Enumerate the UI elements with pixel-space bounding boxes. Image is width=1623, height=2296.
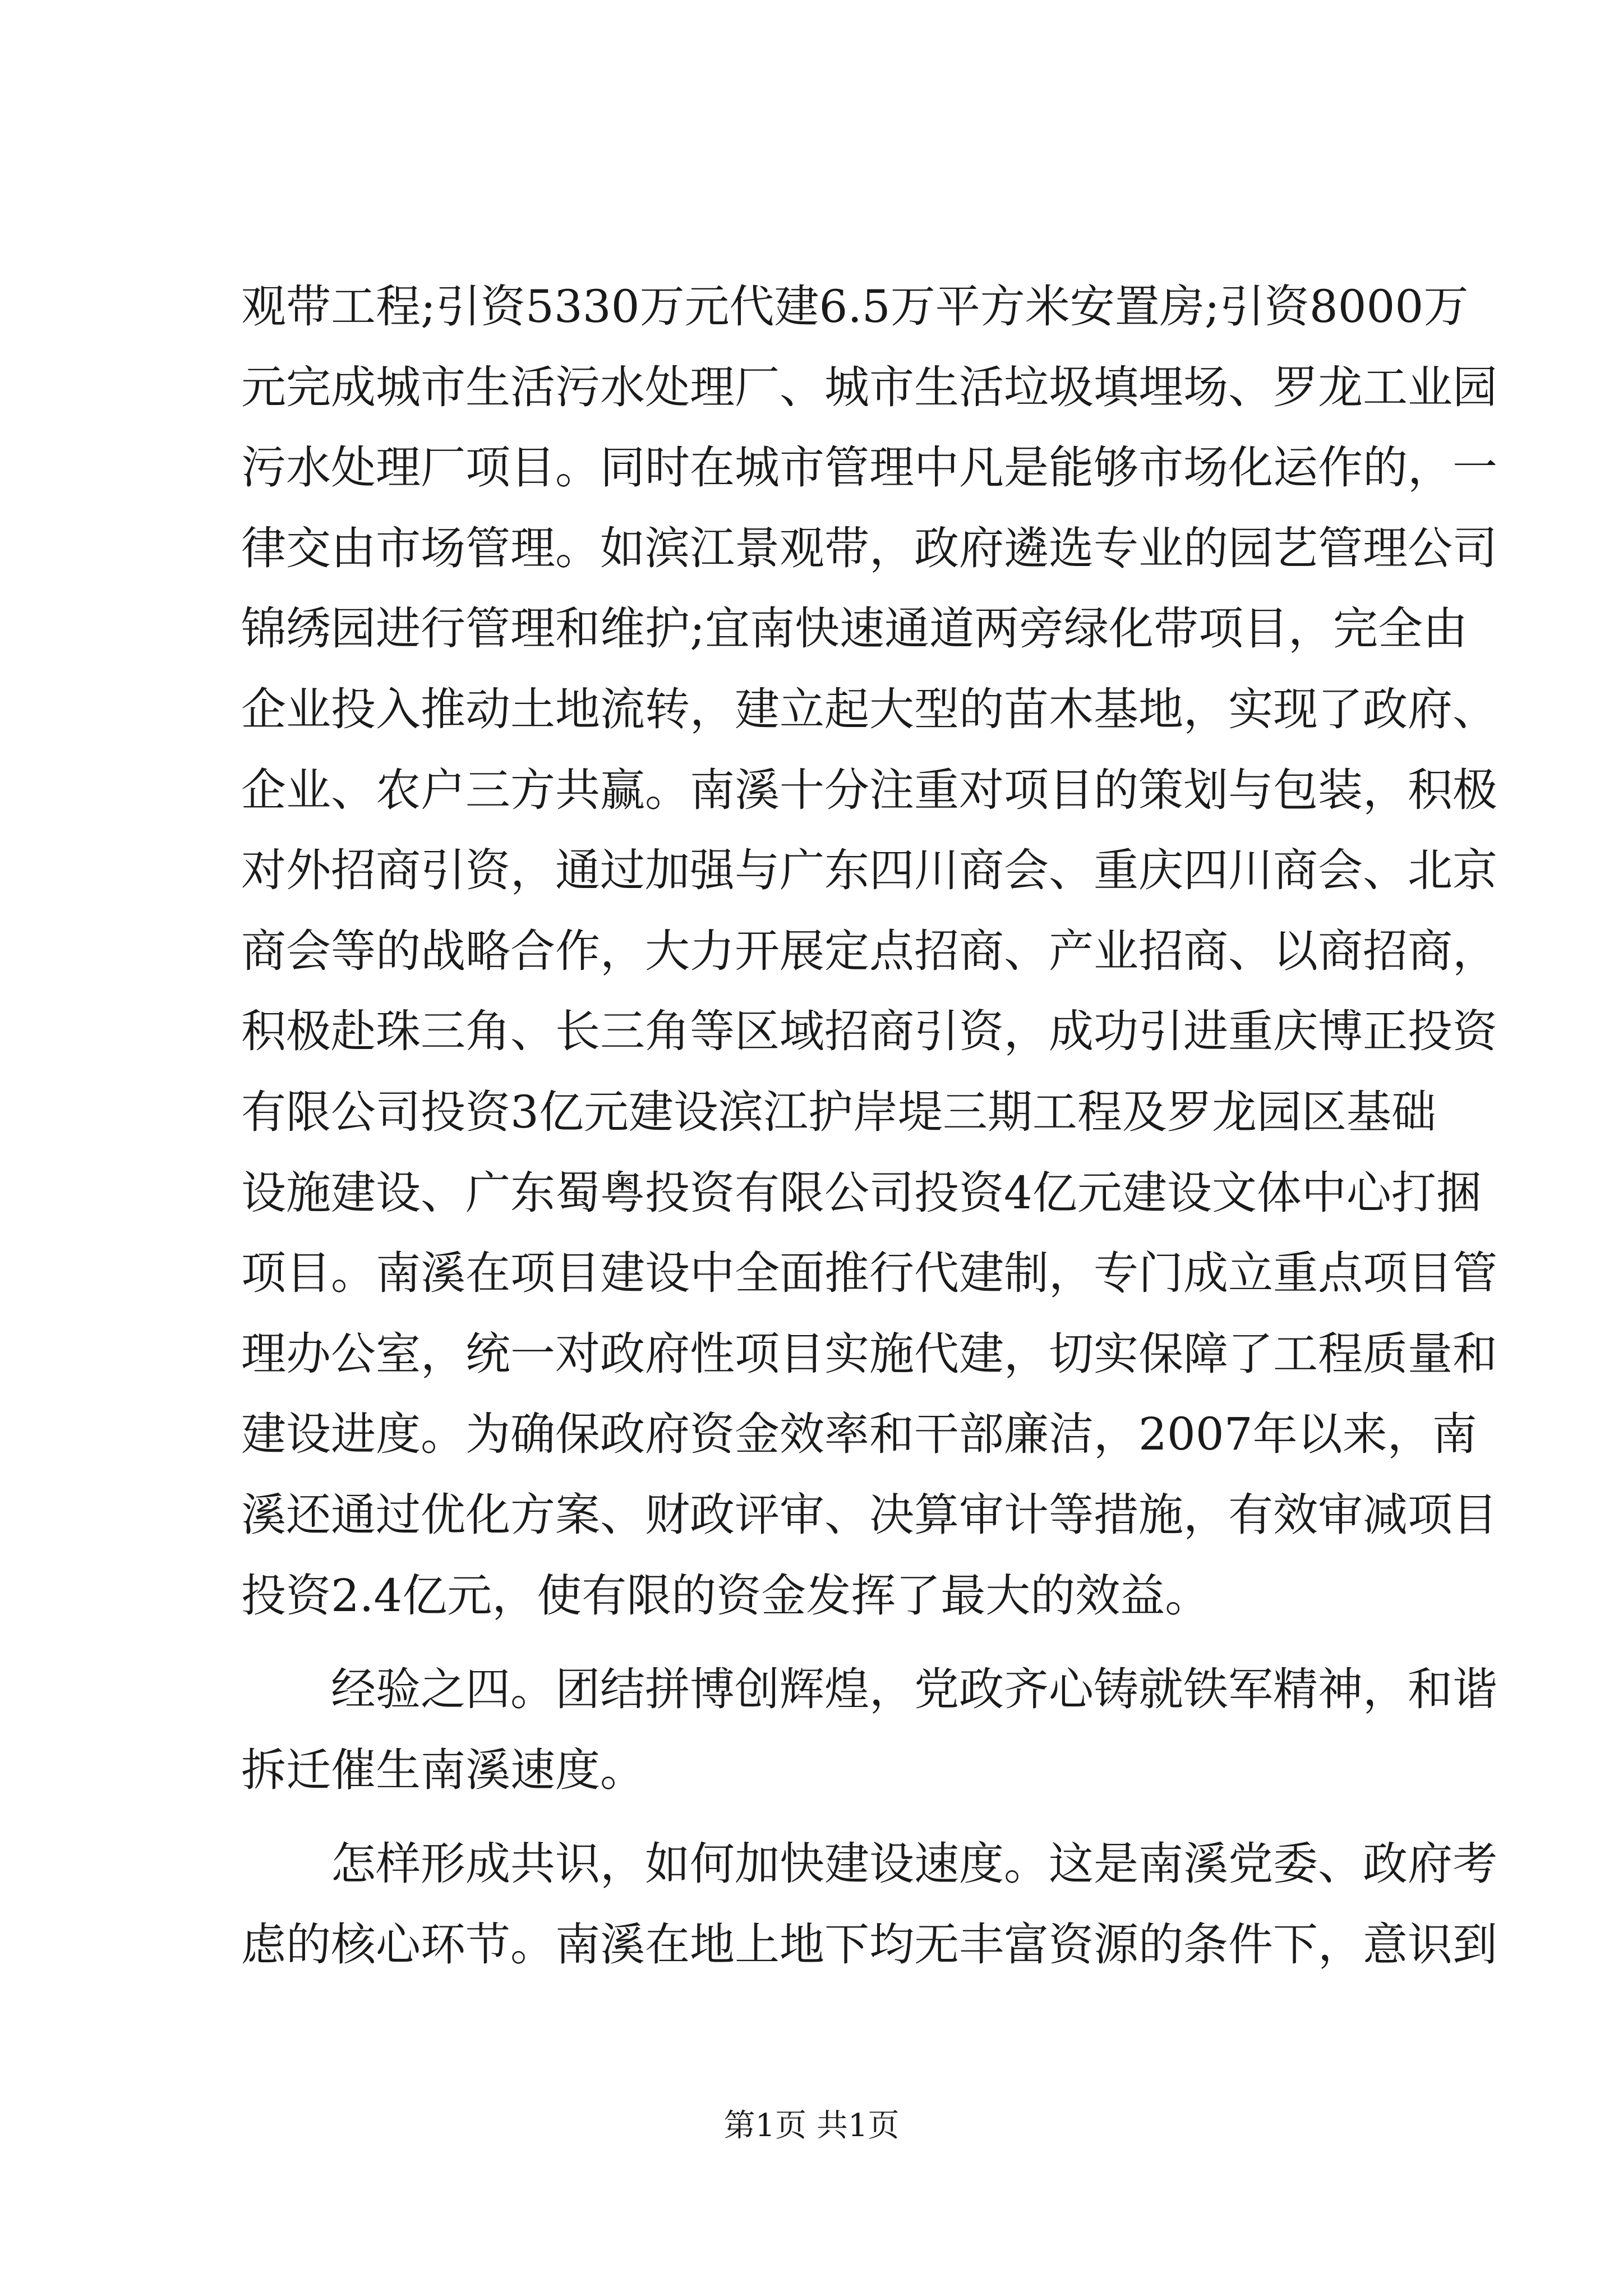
paragraph-line: 企业投入推动土地流转，建立起大型的苗木基地，实现了政府、 (241, 683, 1497, 735)
paragraph-line: 拆迁催生南溪速度。 (241, 1743, 645, 1796)
paragraph-line: 元完成城市生活污水处理厂、城市生活垃圾填埋场、罗龙工业园 (241, 361, 1497, 413)
paragraph-3 (241, 1824, 1497, 1985)
paragraph-line: 商会等的战略合作，大力开展定点招商、产业招商、以商招商， (241, 924, 1497, 977)
paragraph-line: 项目。南溪在项目建设中全面推行代建制，专门成立重点项目管 (241, 1247, 1497, 1300)
paragraph-line: 理办公室，统一对政府性项目实施代建，切实保障了工程质量和 (241, 1327, 1497, 1380)
paragraph-spacing (241, 1810, 1402, 1824)
paragraph-line: 观带工程;引资5330万元代建6.5万平方米安置房;引资8000万 (241, 280, 1469, 333)
paragraph-1 (241, 266, 1497, 1636)
paragraph-line: 怎样形成共识，如何加快建设速度。这是南溪党委、政府考 (331, 1838, 1497, 1890)
paragraph-2 (241, 1649, 1497, 1810)
paragraph-line: 对外招商引资，通过加强与广东四川商会、重庆四川商会、北京 (241, 844, 1497, 897)
paragraph-line: 经验之四。团结拼博创辉煌，党政齐心铸就铁军精神，和谐 (331, 1663, 1497, 1716)
document-body (241, 266, 1497, 1985)
paragraph-line: 律交由市场管理。如滨江景观带，政府遴选专业的园艺管理公司 (241, 522, 1497, 574)
paragraph-spacing (241, 1636, 1402, 1649)
paragraph-line: 积极赴珠三角、长三角等区域招商引资，成功引进重庆博正投资 (241, 1005, 1497, 1058)
paragraph-line: 虑的核心环节。南溪在地上地下均无丰富资源的条件下，意识到 (241, 1918, 1497, 1971)
page-number-footer: 第1页 共1页 (723, 2108, 900, 2144)
paragraph-line: 锦绣园进行管理和维护;宜南快速通道两旁绿化带项目，完全由 (241, 602, 1468, 655)
paragraph-line: 溪还通过优化方案、财政评审、决算审计等措施，有效审减项目 (241, 1488, 1497, 1541)
paragraph-line: 企业、农户三方共赢。南溪十分注重对项目的策划与包装，积极 (241, 763, 1497, 816)
paragraph-line: 设施建设、广东蜀粤投资有限公司投资4亿元建设文体中心打捆 (241, 1166, 1481, 1219)
paragraph-line: 有限公司投资3亿元建设滨江护岸堤三期工程及罗龙园区基础 (241, 1085, 1436, 1138)
paragraph-line: 污水处理厂项目。同时在城市管理中凡是能够市场化运作的，一 (241, 441, 1497, 494)
paragraph-line: 建设进度。为确保政府资金效率和干部廉洁，2007年以来，南 (241, 1408, 1477, 1461)
paragraph-line: 投资2.4亿元，使有限的资金发挥了最大的效益。 (241, 1569, 1210, 1622)
